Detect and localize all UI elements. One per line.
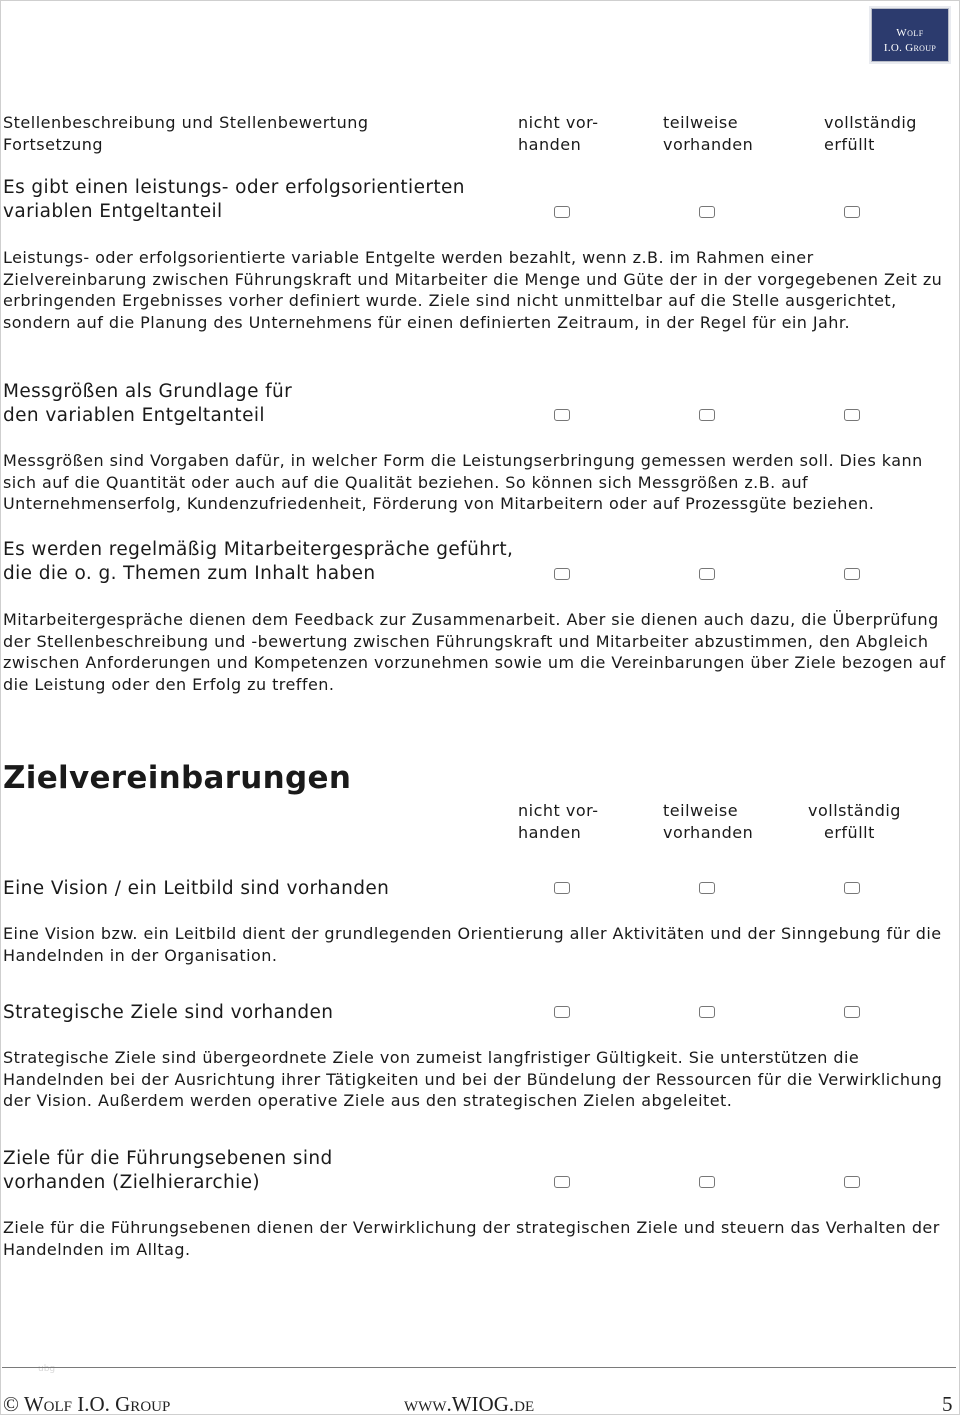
page-number: 5 [942, 1392, 953, 1416]
column-header-not-present: nicht vor- [518, 801, 599, 820]
column-header-partial-2: vorhanden [663, 823, 754, 842]
checkbox-partial[interactable] [699, 882, 715, 894]
column-header-not-present-2: handen [518, 135, 582, 154]
logo-line-1: Wolf [896, 27, 924, 39]
description-strategic-goals: Strategische Ziele sind übergeordnete Ziele von zumeist langfristiger Gültigkeit. Sie unterstützen die Handelnden bei der Ausrichtung ihrer Tätigkeiten und bei der Bündelung der Ressourcen für die Verwirklichung der Vision. Außerdem werden operative Ziele aus den strategischen Zielen abgeleitet. [3, 1048, 943, 1111]
question-metrics-line1: Messgrößen als Grundlage für [3, 381, 293, 402]
checkbox-not-present[interactable] [554, 1006, 570, 1018]
question-employee-talks-line2: die die o. g. Themen zum Inhalt haben [3, 563, 376, 584]
description-employee-talks: Mitarbeitergespräche dienen dem Feedback zur Zusammenarbeit. Aber sie dienen auch dazu, die Überprüfung der Stellenbeschreibung und -bewertung zwischen Führungskraft und Mitarbeiter abzustimmen, den Abgleich zwischen Anforderungen und Kompetenzen vorzunehmen sowie um die Vereinbarungen über Ziele bezogen auf die Leistung oder den Erfolg zu treffen. [3, 610, 946, 695]
column-header-partial-2: vorhanden [663, 135, 754, 154]
checkbox-not-present[interactable] [554, 568, 570, 580]
column-header-not-present: nicht vor- [518, 113, 599, 132]
question-goal-hierarchy-line1: Ziele für die Führungsebenen sind [3, 1148, 333, 1169]
company-logo [871, 8, 949, 62]
checkbox-not-present[interactable] [554, 1176, 570, 1188]
question-goal-hierarchy-line2: vorhanden (Zielhierarchie) [3, 1172, 261, 1193]
checkbox-complete[interactable] [844, 409, 860, 421]
footer-copyright: © Wolf I.O. Group [3, 1392, 171, 1416]
question-variable-pay-line2: variablen Entgeltanteil [3, 201, 223, 222]
checkbox-not-present[interactable] [554, 206, 570, 218]
footer-watermark: ubg [38, 1364, 56, 1374]
section-header-title: Stellenbeschreibung und Stellenbewertung [3, 113, 369, 132]
logo-line-2: I.O. Group [883, 42, 937, 54]
footer-website-link[interactable]: www.WIOG.de [404, 1392, 535, 1416]
section-header-subtitle: Fortsetzung [3, 135, 104, 154]
column-header-not-present-2: handen [518, 823, 582, 842]
question-vision: Eine Vision / ein Leitbild sind vorhanden [3, 878, 390, 899]
checkbox-not-present[interactable] [554, 882, 570, 894]
question-metrics-line2: den variablen Entgeltanteil [3, 405, 265, 426]
checkbox-complete[interactable] [844, 1006, 860, 1018]
description-goal-hierarchy: Ziele für die Führungsebenen dienen der Verwirklichung der strategischen Ziele und steuern das Verhalten der Handelnden im Alltag. [3, 1218, 940, 1259]
question-variable-pay-line1: Es gibt einen leistungs- oder erfolgsorientierten [3, 177, 465, 198]
checkbox-not-present[interactable] [554, 409, 570, 421]
description-variable-pay: Leistungs- oder erfolgsorientierte variable Entgelte werden bezahlt, wenn z.B. im Rahmen einer Zielvereinbarung zwischen Führungskraft und Mitarbeiter die Menge und Güte der in der vorgegebenen Zeit zu erbringenden Ergebnisses vorher definiert wurde. Ziele sind nicht unmittelbar auf die Stelle ausgerichtet, sondern auf die Planung des Unternehmens für einen definierten Zeitraum, in der Regel für ein Jahr. [3, 248, 943, 333]
column-header-complete: vollständig [808, 801, 901, 820]
checkbox-partial[interactable] [699, 568, 715, 580]
checkbox-complete[interactable] [844, 568, 860, 580]
column-header-partial: teilweise [663, 113, 739, 132]
question-strategic-goals: Strategische Ziele sind vorhanden [3, 1002, 334, 1023]
checkbox-partial[interactable] [699, 206, 715, 218]
checkbox-partial[interactable] [699, 1006, 715, 1018]
column-header-complete: vollständig [824, 113, 917, 132]
column-header-complete-2: erfüllt [824, 823, 875, 842]
section-title: Zielvereinbarungen [3, 760, 352, 796]
checkbox-partial[interactable] [699, 409, 715, 421]
footer-divider [2, 1367, 956, 1368]
checkbox-complete[interactable] [844, 882, 860, 894]
description-metrics: Messgrößen sind Vorgaben dafür, in welcher Form die Leistungserbringung gemessen werden soll. Dies kann sich auf die Quantität oder auch auf die Qualität beziehen. So können sich Messgrößen z.B. auf Unternehmenserfolg, Kundenzufriedenheit, Förderung von Mitarbeitern oder auf Prozessgüte beziehen. [3, 451, 923, 514]
checkbox-complete[interactable] [844, 206, 860, 218]
column-header-complete-2: erfüllt [824, 135, 875, 154]
checkbox-complete[interactable] [844, 1176, 860, 1188]
column-header-partial: teilweise [663, 801, 739, 820]
description-vision: Eine Vision bzw. ein Leitbild dient der grundlegenden Orientierung aller Aktivitäten und der Sinngebung für die Handelnden in der Organisation. [3, 924, 942, 965]
checkbox-partial[interactable] [699, 1176, 715, 1188]
question-employee-talks-line1: Es werden regelmäßig Mitarbeitergespräche geführt, [3, 539, 514, 560]
